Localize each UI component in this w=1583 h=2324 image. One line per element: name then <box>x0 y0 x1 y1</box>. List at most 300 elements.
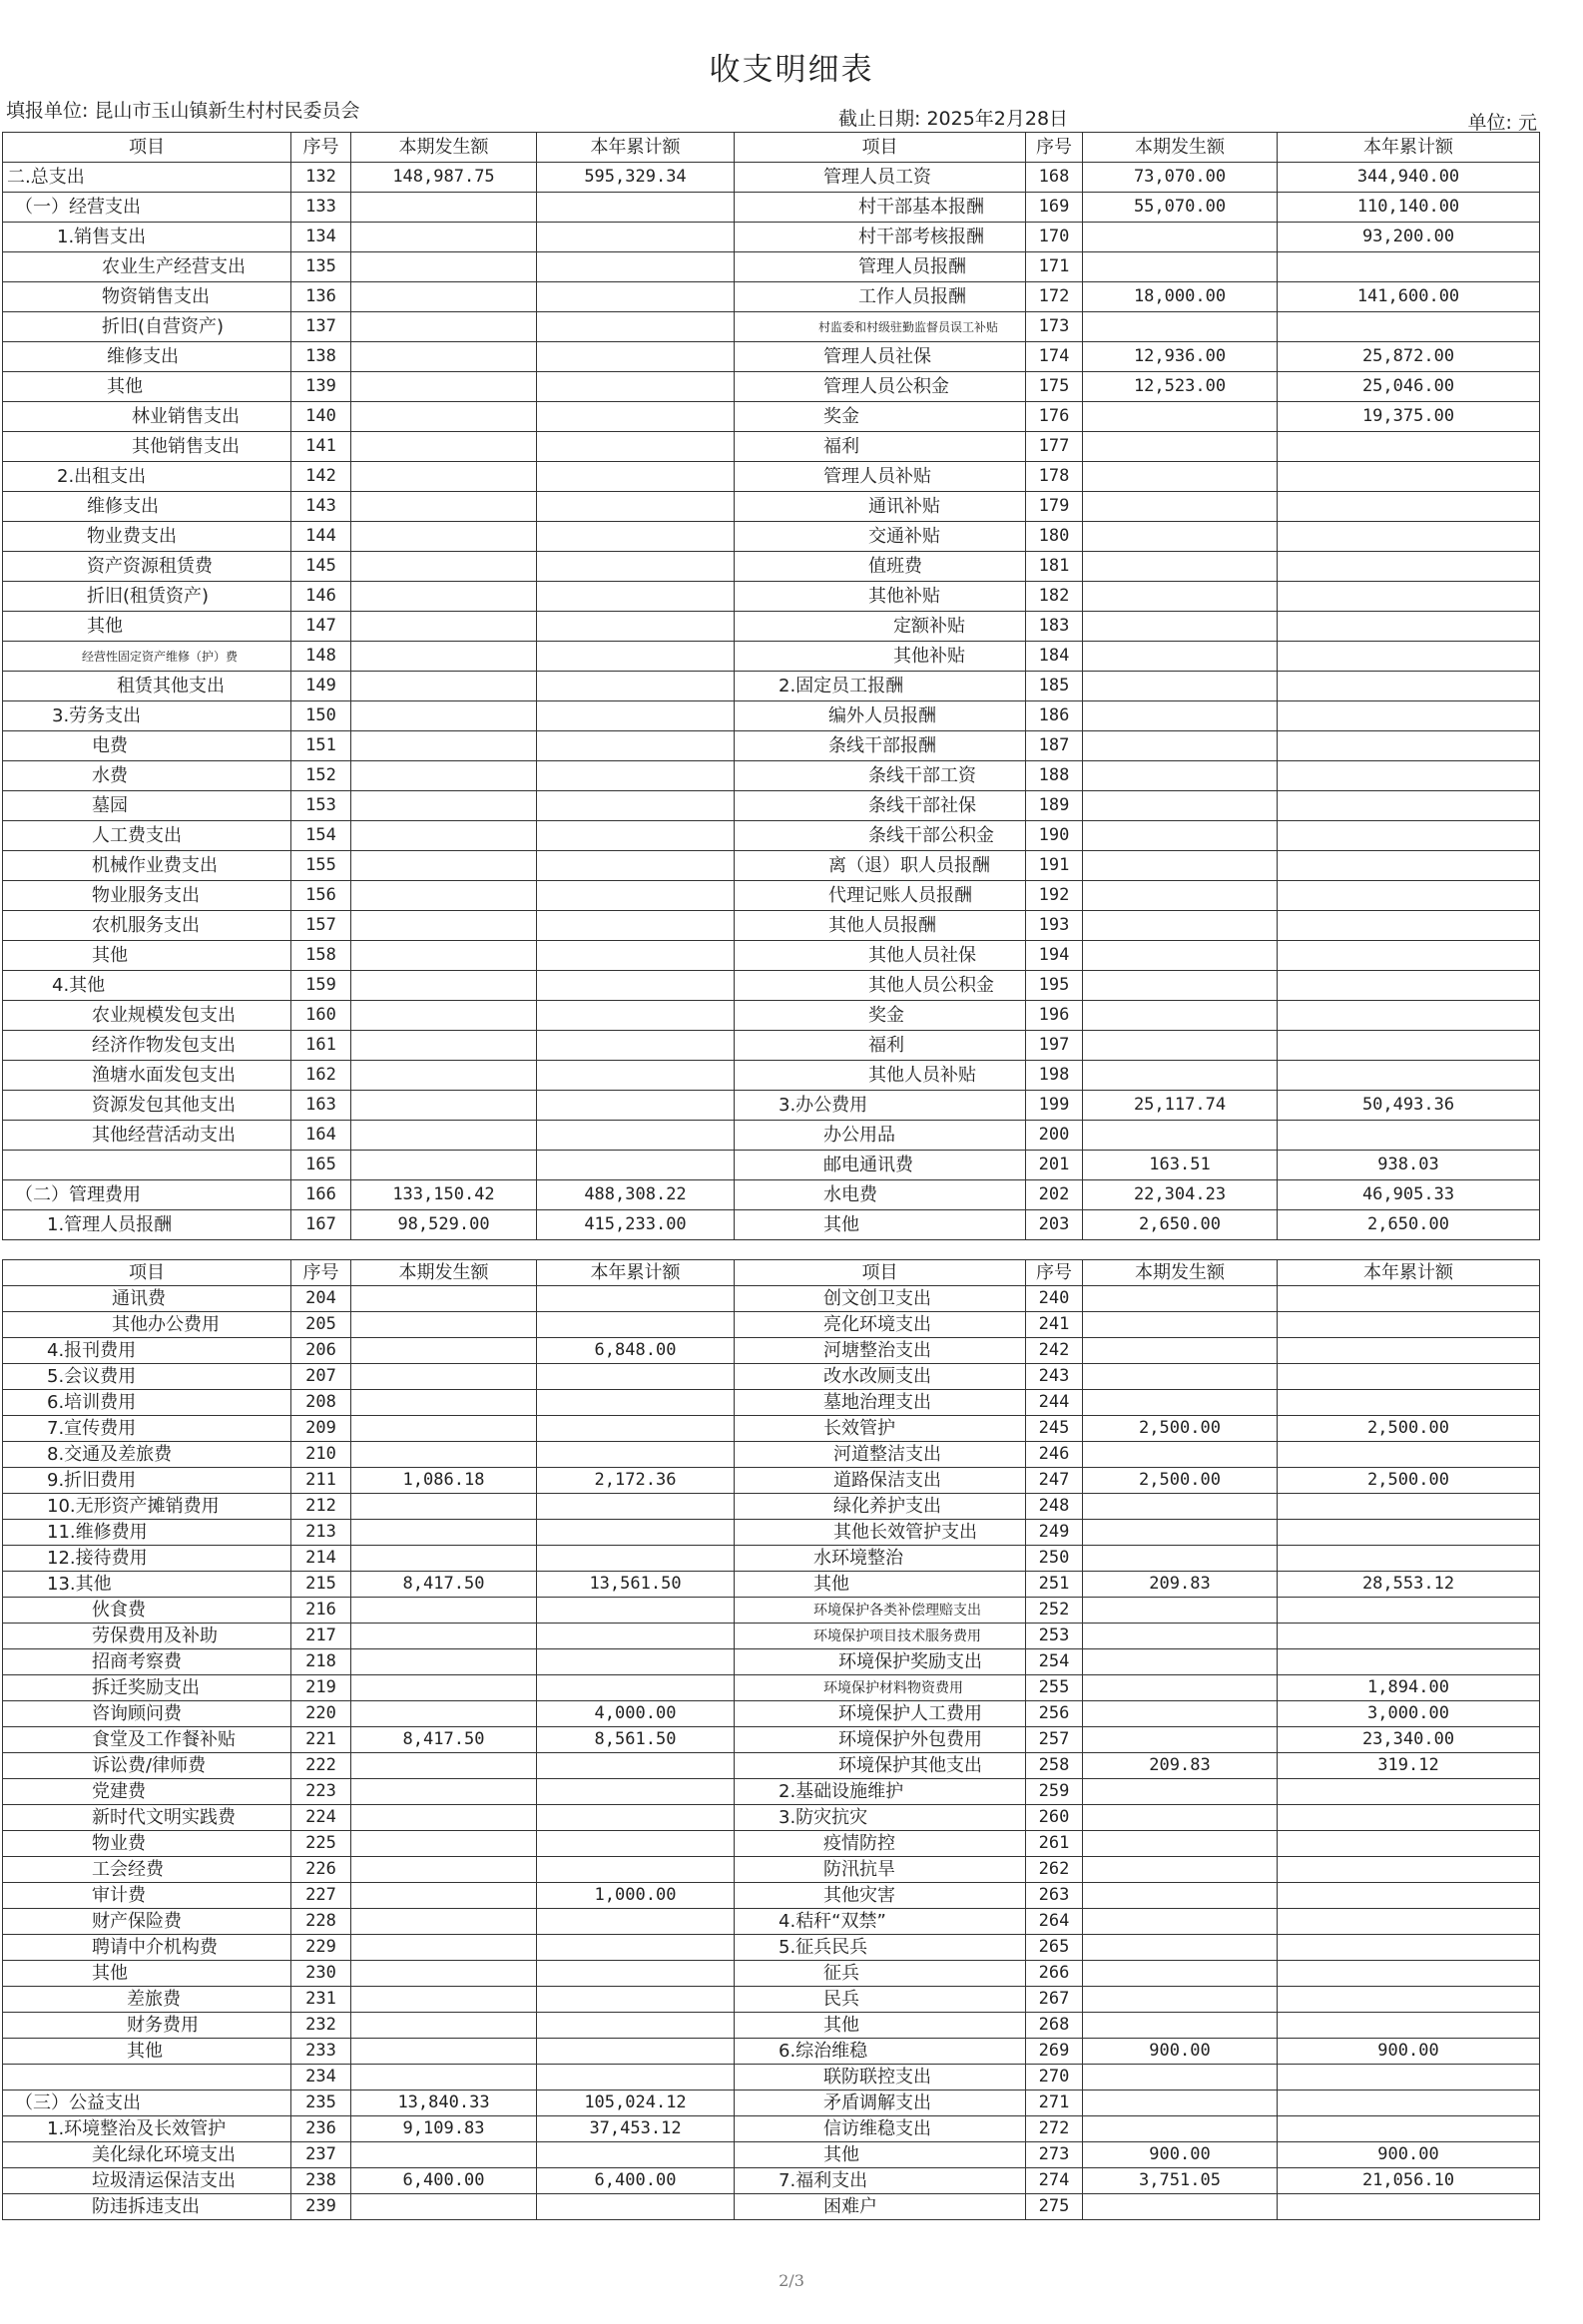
right-seq-no: 188 <box>1026 761 1083 791</box>
right-seq-no: 192 <box>1026 881 1083 911</box>
left-ytd-amount: 415,233.00 <box>537 1210 735 1240</box>
left-item-name: 1.环境整治及长效管护 <box>3 2116 291 2142</box>
right-item-name: 5.征兵民兵 <box>735 1935 1026 1961</box>
right-item-name: 长效管护 <box>735 1416 1026 1442</box>
right-seq-no: 198 <box>1026 1061 1083 1091</box>
left-seq-no: 237 <box>291 2142 351 2168</box>
left-ytd-amount <box>537 1091 735 1121</box>
right-current-amount <box>1083 821 1278 851</box>
right-ytd-amount <box>1278 1779 1540 1805</box>
left-ytd-amount <box>537 1001 735 1031</box>
right-item-name: 离（退）职人员报酬 <box>735 851 1026 881</box>
right-current-amount <box>1083 402 1278 432</box>
left-ytd-amount <box>537 701 735 731</box>
left-ytd-amount <box>537 1987 735 2013</box>
left-item-name: 林业销售支出 <box>3 402 291 432</box>
right-current-amount <box>1083 1546 1278 1572</box>
table-row <box>3 2194 1540 2220</box>
right-ytd-amount <box>1278 1546 1540 1572</box>
left-seq-no: 135 <box>291 252 351 282</box>
right-current-amount <box>1083 2065 1278 2091</box>
table-row <box>3 1909 1540 1935</box>
table-row <box>3 1572 1540 1598</box>
column-header: 本期发生额 <box>351 133 537 163</box>
right-ytd-amount: 900.00 <box>1278 2142 1540 2168</box>
left-current-amount <box>351 342 537 372</box>
right-seq-no: 180 <box>1026 522 1083 552</box>
left-seq-no: 224 <box>291 1805 351 1831</box>
left-current-amount <box>351 1091 537 1121</box>
left-item-name: 咨询顾问费 <box>3 1701 291 1727</box>
left-seq-no: 157 <box>291 911 351 941</box>
right-item-name: 其他人员报酬 <box>735 911 1026 941</box>
left-item-name: 物业费支出 <box>3 522 291 552</box>
left-seq-no: 215 <box>291 1572 351 1598</box>
right-seq-no: 168 <box>1026 163 1083 193</box>
left-seq-no: 160 <box>291 1001 351 1031</box>
right-current-amount <box>1083 1961 1278 1987</box>
left-item-name: 机械作业费支出 <box>3 851 291 881</box>
left-item-name: 电费 <box>3 731 291 761</box>
right-item-name: 2.基础设施维护 <box>735 1779 1026 1805</box>
left-item-name: 垃圾清运保洁支出 <box>3 2168 291 2194</box>
right-current-amount <box>1083 2194 1278 2220</box>
left-item-name: 物业服务支出 <box>3 881 291 911</box>
left-item-name: 6.培训费用 <box>3 1390 291 1416</box>
column-header: 项目 <box>3 1260 291 1286</box>
right-ytd-amount <box>1278 1857 1540 1883</box>
left-seq-no: 236 <box>291 2116 351 2142</box>
right-current-amount: 209.83 <box>1083 1572 1278 1598</box>
left-item-name: 差旅费 <box>3 1987 291 2013</box>
left-seq-no: 226 <box>291 1857 351 1883</box>
table-row <box>3 1151 1540 1180</box>
left-item-name: 3.劳务支出 <box>3 701 291 731</box>
right-seq-no: 185 <box>1026 672 1083 701</box>
left-seq-no: 153 <box>291 791 351 821</box>
right-seq-no: 196 <box>1026 1001 1083 1031</box>
column-header: 本年累计额 <box>1278 1260 1540 1286</box>
right-seq-no: 175 <box>1026 372 1083 402</box>
left-seq-no: 231 <box>291 1987 351 2013</box>
left-seq-no: 155 <box>291 851 351 881</box>
right-seq-no: 187 <box>1026 731 1083 761</box>
right-ytd-amount <box>1278 1961 1540 1987</box>
left-ytd-amount <box>537 821 735 851</box>
right-item-name: 其他 <box>735 1210 1026 1240</box>
left-item-name: 拆迁奖励支出 <box>3 1675 291 1701</box>
left-seq-no: 229 <box>291 1935 351 1961</box>
column-header: 序号 <box>1026 1260 1083 1286</box>
table-row <box>3 2039 1540 2065</box>
right-current-amount <box>1083 971 1278 1001</box>
right-seq-no: 172 <box>1026 282 1083 312</box>
left-current-amount <box>351 2194 537 2220</box>
left-seq-no: 227 <box>291 1883 351 1909</box>
right-item-name: 创文创卫支出 <box>735 1286 1026 1312</box>
left-item-name: 物资销售支出 <box>3 282 291 312</box>
left-current-amount <box>351 1857 537 1883</box>
left-item-name: 其他销售支出 <box>3 432 291 462</box>
right-seq-no: 183 <box>1026 612 1083 642</box>
cutoff-date: 截止日期: 2025年2月28日 <box>838 108 1069 130</box>
left-current-amount <box>351 2039 537 2065</box>
left-current-amount: 8,417.50 <box>351 1727 537 1753</box>
right-ytd-amount <box>1278 642 1540 672</box>
right-current-amount <box>1083 1831 1278 1857</box>
left-current-amount: 98,529.00 <box>351 1210 537 1240</box>
right-item-name: 其他长效管护支出 <box>735 1520 1026 1546</box>
table-row <box>3 2091 1540 2116</box>
left-current-amount <box>351 312 537 342</box>
right-ytd-amount: 46,905.33 <box>1278 1180 1540 1210</box>
table-row <box>3 1883 1540 1909</box>
right-current-amount <box>1083 1909 1278 1935</box>
right-current-amount <box>1083 851 1278 881</box>
right-current-amount <box>1083 492 1278 522</box>
right-current-amount: 73,070.00 <box>1083 163 1278 193</box>
right-seq-no: 240 <box>1026 1286 1083 1312</box>
right-current-amount <box>1083 1312 1278 1338</box>
left-seq-no: 205 <box>291 1312 351 1338</box>
right-ytd-amount <box>1278 1312 1540 1338</box>
left-current-amount <box>351 1883 537 1909</box>
left-seq-no: 234 <box>291 2065 351 2091</box>
right-current-amount: 22,304.23 <box>1083 1180 1278 1210</box>
table-row <box>3 2142 1540 2168</box>
right-ytd-amount <box>1278 701 1540 731</box>
left-seq-no: 149 <box>291 672 351 701</box>
right-item-name: 值班费 <box>735 552 1026 582</box>
left-seq-no: 216 <box>291 1598 351 1624</box>
table-row <box>3 372 1540 402</box>
table-row <box>3 1649 1540 1675</box>
table-row <box>3 1857 1540 1883</box>
left-ytd-amount <box>537 1675 735 1701</box>
table-row <box>3 821 1540 851</box>
table-row <box>3 2013 1540 2039</box>
left-current-amount <box>351 462 537 492</box>
left-ytd-amount <box>537 193 735 223</box>
left-ytd-amount <box>537 1598 735 1624</box>
right-seq-no: 245 <box>1026 1416 1083 1442</box>
table-row <box>3 881 1540 911</box>
left-current-amount <box>351 761 537 791</box>
right-item-name: 改水改厕支出 <box>735 1364 1026 1390</box>
right-ytd-amount <box>1278 731 1540 761</box>
left-seq-no: 151 <box>291 731 351 761</box>
right-item-name: 条线干部公积金 <box>735 821 1026 851</box>
table-row <box>3 1624 1540 1649</box>
left-current-amount: 133,150.42 <box>351 1180 537 1210</box>
right-ytd-amount <box>1278 492 1540 522</box>
right-ytd-amount <box>1278 2065 1540 2091</box>
right-current-amount <box>1083 1001 1278 1031</box>
right-seq-no: 249 <box>1026 1520 1083 1546</box>
table-row <box>3 1468 1540 1494</box>
right-seq-no: 272 <box>1026 2116 1083 2142</box>
left-item-name: 2.出租支出 <box>3 462 291 492</box>
right-ytd-amount: 900.00 <box>1278 2039 1540 2065</box>
left-ytd-amount: 488,308.22 <box>537 1180 735 1210</box>
right-seq-no: 265 <box>1026 1935 1083 1961</box>
left-current-amount <box>351 911 537 941</box>
left-seq-no: 161 <box>291 1031 351 1061</box>
right-seq-no: 271 <box>1026 2091 1083 2116</box>
table-row <box>3 2168 1540 2194</box>
right-ytd-amount: 19,375.00 <box>1278 402 1540 432</box>
left-item-name: 11.维修费用 <box>3 1520 291 1546</box>
right-current-amount <box>1083 1805 1278 1831</box>
right-current-amount <box>1083 522 1278 552</box>
right-current-amount <box>1083 2013 1278 2039</box>
right-current-amount: 12,936.00 <box>1083 342 1278 372</box>
right-item-name: 条线干部社保 <box>735 791 1026 821</box>
right-seq-no: 253 <box>1026 1624 1083 1649</box>
right-seq-no: 179 <box>1026 492 1083 522</box>
left-seq-no: 142 <box>291 462 351 492</box>
right-seq-no: 274 <box>1026 2168 1083 2194</box>
table-row <box>3 1061 1540 1091</box>
left-current-amount <box>351 1286 537 1312</box>
right-ytd-amount <box>1278 1624 1540 1649</box>
left-current-amount <box>351 1312 537 1338</box>
right-ytd-amount <box>1278 2194 1540 2220</box>
table-row <box>3 1753 1540 1779</box>
left-ytd-amount <box>537 282 735 312</box>
table-row <box>3 312 1540 342</box>
left-item-name: （一）经营支出 <box>3 193 291 223</box>
left-ytd-amount <box>537 941 735 971</box>
table-row <box>3 1701 1540 1727</box>
left-item-name: 诉讼费/律师费 <box>3 1753 291 1779</box>
right-seq-no: 260 <box>1026 1805 1083 1831</box>
right-item-name: 防汛抗旱 <box>735 1857 1026 1883</box>
left-item-name: 党建费 <box>3 1779 291 1805</box>
left-ytd-amount <box>537 1831 735 1857</box>
right-seq-no: 186 <box>1026 701 1083 731</box>
right-ytd-amount <box>1278 1494 1540 1520</box>
table-row <box>3 1779 1540 1805</box>
left-current-amount <box>351 492 537 522</box>
left-item-name: 通讯费 <box>3 1286 291 1312</box>
left-item-name: 招商考察费 <box>3 1649 291 1675</box>
right-ytd-amount <box>1278 432 1540 462</box>
left-seq-no: 156 <box>291 881 351 911</box>
table-row <box>3 731 1540 761</box>
table-row <box>3 1831 1540 1857</box>
right-current-amount: 163.51 <box>1083 1151 1278 1180</box>
left-ytd-amount <box>537 971 735 1001</box>
right-seq-no: 268 <box>1026 2013 1083 2039</box>
left-current-amount <box>351 1001 537 1031</box>
table-row <box>3 701 1540 731</box>
table-row <box>3 462 1540 492</box>
right-item-name: 矛盾调解支出 <box>735 2091 1026 2116</box>
right-item-name: 疫情防控 <box>735 1831 1026 1857</box>
right-current-amount <box>1083 1364 1278 1390</box>
left-seq-no: 223 <box>291 1779 351 1805</box>
table-row <box>3 1338 1540 1364</box>
table-row <box>3 223 1540 252</box>
right-ytd-amount <box>1278 1883 1540 1909</box>
right-item-name: 亮化环境支出 <box>735 1312 1026 1338</box>
left-seq-no: 220 <box>291 1701 351 1727</box>
right-item-name: 环境保护奖励支出 <box>735 1649 1026 1675</box>
left-item-name: 水费 <box>3 761 291 791</box>
left-item-name: 经营性固定资产维修（护）费 <box>3 642 291 672</box>
left-current-amount <box>351 851 537 881</box>
left-current-amount <box>351 821 537 851</box>
right-ytd-amount: 21,056.10 <box>1278 2168 1540 2194</box>
left-ytd-amount <box>537 2039 735 2065</box>
right-seq-no: 252 <box>1026 1598 1083 1624</box>
left-seq-no: 150 <box>291 701 351 731</box>
right-ytd-amount: 110,140.00 <box>1278 193 1540 223</box>
left-ytd-amount <box>537 851 735 881</box>
left-seq-no: 228 <box>291 1909 351 1935</box>
left-seq-no: 217 <box>291 1624 351 1649</box>
left-ytd-amount: 595,329.34 <box>537 163 735 193</box>
right-ytd-amount <box>1278 1935 1540 1961</box>
right-ytd-amount <box>1278 462 1540 492</box>
right-item-name: 其他灾害 <box>735 1883 1026 1909</box>
table-row <box>3 1031 1540 1061</box>
left-item-name: 4.报刊费用 <box>3 1338 291 1364</box>
left-item-name: 美化绿化环境支出 <box>3 2142 291 2168</box>
right-ytd-amount <box>1278 1649 1540 1675</box>
right-ytd-amount <box>1278 1442 1540 1468</box>
right-current-amount <box>1083 1520 1278 1546</box>
right-seq-no: 269 <box>1026 2039 1083 2065</box>
left-item-name <box>3 2065 291 2091</box>
left-seq-no: 214 <box>291 1546 351 1572</box>
header-row <box>3 133 1540 163</box>
table-row <box>3 1286 1540 1312</box>
left-ytd-amount: 2,172.36 <box>537 1468 735 1494</box>
right-item-name: 村干部基本报酬 <box>735 193 1026 223</box>
left-ytd-amount <box>537 2194 735 2220</box>
left-ytd-amount <box>537 1121 735 1151</box>
left-item-name: （二）管理费用 <box>3 1180 291 1210</box>
table-row <box>3 1598 1540 1624</box>
header-row <box>3 1260 1540 1286</box>
right-item-name: 福利 <box>735 1031 1026 1061</box>
right-seq-no: 184 <box>1026 642 1083 672</box>
right-current-amount <box>1083 1701 1278 1727</box>
page-title: 收支明细表 <box>709 52 874 88</box>
left-seq-no: 133 <box>291 193 351 223</box>
left-current-amount <box>351 1442 537 1468</box>
left-item-name: 租赁其他支出 <box>3 672 291 701</box>
left-seq-no: 132 <box>291 163 351 193</box>
right-seq-no: 199 <box>1026 1091 1083 1121</box>
right-ytd-amount <box>1278 821 1540 851</box>
left-ytd-amount: 8,561.50 <box>537 1727 735 1753</box>
right-current-amount <box>1083 2116 1278 2142</box>
left-ytd-amount <box>537 492 735 522</box>
right-current-amount: 3,751.05 <box>1083 2168 1278 2194</box>
left-current-amount <box>351 1831 537 1857</box>
right-ytd-amount <box>1278 1364 1540 1390</box>
right-seq-no: 258 <box>1026 1753 1083 1779</box>
table-row <box>3 642 1540 672</box>
left-ytd-amount: 37,453.12 <box>537 2116 735 2142</box>
left-item-name: 其他 <box>3 941 291 971</box>
table-row <box>3 911 1540 941</box>
left-ytd-amount <box>537 642 735 672</box>
left-current-amount <box>351 402 537 432</box>
right-seq-no: 173 <box>1026 312 1083 342</box>
right-ytd-amount <box>1278 522 1540 552</box>
expense-table-part-2 <box>2 1259 1540 2220</box>
right-seq-no: 201 <box>1026 1151 1083 1180</box>
right-current-amount <box>1083 731 1278 761</box>
left-seq-no: 213 <box>291 1520 351 1546</box>
right-current-amount <box>1083 701 1278 731</box>
table-row <box>3 1210 1540 1240</box>
right-current-amount <box>1083 791 1278 821</box>
right-seq-no: 193 <box>1026 911 1083 941</box>
left-item-name: 4.其他 <box>3 971 291 1001</box>
left-item-name: 防违拆违支出 <box>3 2194 291 2220</box>
left-item-name: 资产资源租赁费 <box>3 552 291 582</box>
right-item-name: 其他 <box>735 1572 1026 1598</box>
right-current-amount: 25,117.74 <box>1083 1091 1278 1121</box>
right-ytd-amount: 938.03 <box>1278 1151 1540 1180</box>
left-ytd-amount <box>537 342 735 372</box>
left-seq-no: 239 <box>291 2194 351 2220</box>
left-current-amount <box>351 252 537 282</box>
left-seq-no: 147 <box>291 612 351 642</box>
column-header: 序号 <box>291 1260 351 1286</box>
right-ytd-amount <box>1278 1001 1540 1031</box>
right-item-name: 环境保护项目技术服务费用 <box>735 1624 1026 1649</box>
left-ytd-amount <box>537 761 735 791</box>
left-seq-no: 230 <box>291 1961 351 1987</box>
right-item-name: 管理人员公积金 <box>735 372 1026 402</box>
left-seq-no: 233 <box>291 2039 351 2065</box>
left-ytd-amount <box>537 672 735 701</box>
table-row <box>3 1364 1540 1390</box>
left-current-amount: 6,400.00 <box>351 2168 537 2194</box>
left-ytd-amount <box>537 911 735 941</box>
left-current-amount <box>351 1151 537 1180</box>
left-ytd-amount <box>537 1779 735 1805</box>
column-header: 序号 <box>291 133 351 163</box>
right-current-amount <box>1083 672 1278 701</box>
right-current-amount <box>1083 582 1278 612</box>
right-current-amount <box>1083 1286 1278 1312</box>
right-seq-no: 241 <box>1026 1312 1083 1338</box>
currency-unit: 单位: 元 <box>1467 112 1537 134</box>
left-seq-no: 163 <box>291 1091 351 1121</box>
left-ytd-amount <box>537 1649 735 1675</box>
table-row <box>3 1520 1540 1546</box>
left-current-amount <box>351 1675 537 1701</box>
right-seq-no: 267 <box>1026 1987 1083 2013</box>
right-seq-no: 197 <box>1026 1031 1083 1061</box>
right-item-name: 邮电通讯费 <box>735 1151 1026 1180</box>
left-current-amount <box>351 1416 537 1442</box>
right-current-amount <box>1083 432 1278 462</box>
left-item-name: 12.接待费用 <box>3 1546 291 1572</box>
right-item-name: 河道整洁支出 <box>735 1442 1026 1468</box>
right-ytd-amount <box>1278 971 1540 1001</box>
left-item-name: 审计费 <box>3 1883 291 1909</box>
left-current-amount: 148,987.75 <box>351 163 537 193</box>
table-row <box>3 163 1540 193</box>
